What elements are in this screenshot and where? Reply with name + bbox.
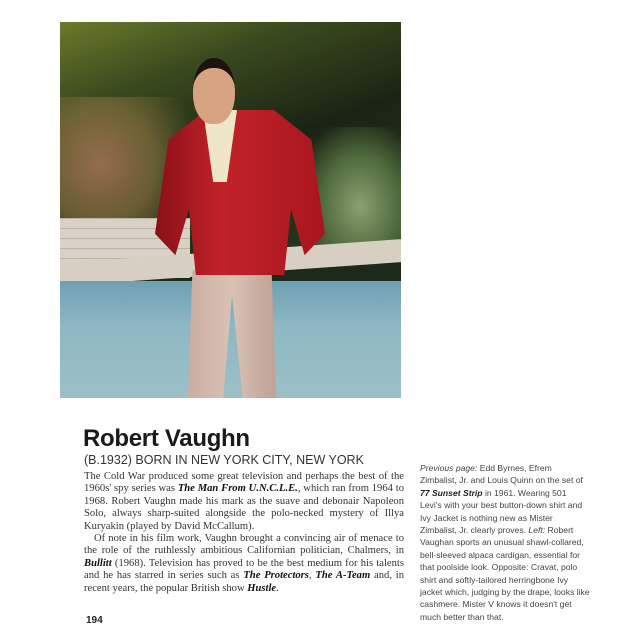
text: The Cold War produced some great television and perhaps the best of the 1960s' spy series was [84,471,404,495]
text: Cravat, polo shirt and softly-tailored herringbone Ivy jacket which, judging by the drape, looks like cashmere. Mister V knows it doesn't get much better than that. [420,562,590,622]
page-title: Robert Vaughn [83,425,250,452]
caption-label: Previous page: [420,463,478,473]
text: Edd Byrnes, Efrem Zimbalist, Jr. and Louis Quinn on the set of [420,463,583,486]
text: (1968). Television has proved to be the best medium for his talents and he has starred in series such as [84,557,404,582]
show-title: The Protectors [243,570,309,582]
show-title: Hustle [247,582,277,594]
caption-label: Opposite: [491,562,529,573]
body-text [84,471,404,595]
film-title: Bullitt [84,557,112,569]
photo-caption [420,462,590,623]
text: , which ran from 1964 to 1968. Robert Vaughn made his mark as the suave and debonair Napoleon Solo, always sharp-suited alongside the polo-necked mystery of Illya Kuryakin (played by David McCallum). [84,483,405,532]
page-number: 194 [86,615,103,626]
text: Of note in his film work, Vaughn brought a convincing air of menace to the role of the ruthlessly ambitious Californian politician, Chalmers, in [84,533,404,557]
show-title: 77 Sunset Strip [420,487,483,498]
text: . [276,582,279,594]
text: , [308,570,316,582]
paragraph-2 [84,533,404,595]
text: and, in recent years, the popular British show [84,570,405,594]
photo-figure-head [193,58,235,124]
show-title: The A-Team [315,570,371,582]
page-subtitle: (B.1932) BORN IN NEW YORK CITY, NEW YORK [84,453,364,467]
caption-label: Left: [528,525,546,536]
photo-robert-vaughn-poolside [60,22,401,398]
paragraph-1 [84,471,404,533]
text: in 1961. Wearing 501 Levi's with your best button-down shirt and Ivy Jacket is nothing new as Mister Zimbalist, Jr. clearly proves. [420,487,583,536]
text: Robert Vaughan sports an unusual shawl-collared, bell-sleeved alpaca cardigan, essential for that poolside look. [420,525,584,573]
show-title: The Man From U.N.C.L.E. [177,483,298,495]
